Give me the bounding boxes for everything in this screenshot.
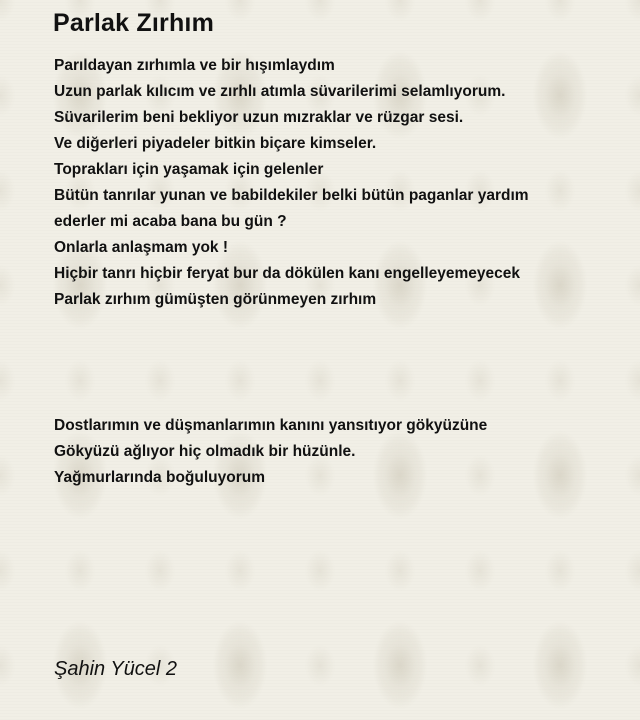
poem-line: Toprakları için yaşamak için gelenler	[54, 161, 324, 178]
poem-author: Şahin Yücel 2	[54, 658, 178, 680]
poem-line: Parlak zırhım gümüşten görünmeyen zırhım	[54, 291, 377, 308]
poem-line: Ve diğerleri piyadeler bitkin biçare kimseler.	[54, 135, 377, 152]
poem-line: Onlarla anlaşmam yok !	[54, 239, 229, 256]
poem-line: Süvarilerim beni bekliyor uzun mızraklar ve rüzgar sesi.	[54, 109, 464, 126]
stanza-2	[54, 413, 487, 491]
poem-line: Bütün tanrılar yunan ve babildekiler belki bütün paganlar yardım	[54, 187, 529, 204]
stanza-1	[54, 53, 529, 313]
poem-line: Gökyüzü ağlıyor hiç olmadık bir hüzünle.	[54, 443, 356, 460]
poem-line: Yağmurlarında boğuluyorum	[54, 469, 265, 486]
poem-line: Dostlarımın ve düşmanlarımın kanını yansıtıyor gökyüzüne	[54, 417, 488, 434]
poem-line: ederler mi acaba bana bu gün ?	[54, 213, 287, 230]
poem-line: Parıldayan zırhımla ve bir hışımlaydım	[54, 57, 335, 74]
poem-line: Uzun parlak kılıcım ve zırhlı atımla süvarilerimi selamlıyorum.	[54, 83, 506, 100]
poem-line: Hiçbir tanrı hiçbir feryat bur da dökülen kanı engelleyemeyecek	[54, 265, 521, 282]
poem-title: Parlak Zırhım	[53, 9, 214, 37]
